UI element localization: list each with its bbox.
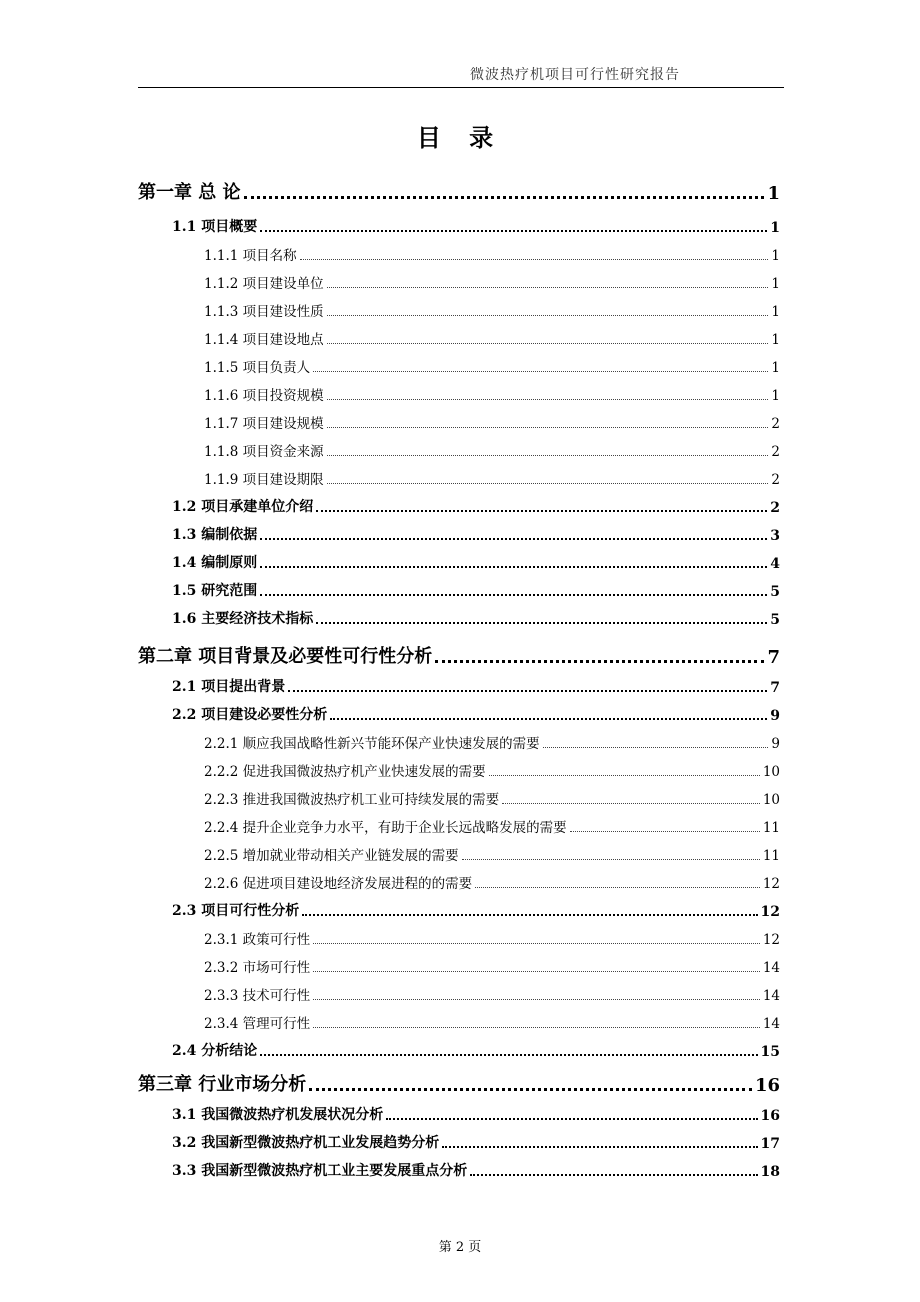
toc-entry[interactable] (172, 1038, 780, 1060)
toc-entry[interactable] (172, 1102, 780, 1124)
toc-entry-page: 12 (762, 876, 780, 892)
toc-entry-label: 第三章 行业市场分析 (138, 1074, 307, 1095)
toc-entry-label: 2.3 项目可行性分析 (172, 903, 300, 919)
toc-dot-leader (260, 594, 767, 596)
toc-entry-label: 3.3 我国新型微波热疗机工业主要发展重点分析 (172, 1163, 468, 1179)
toc-entry-label: 1.1.4 项目建设地点 (204, 332, 324, 348)
toc-entry-label: 1.1.5 项目负责人 (204, 360, 311, 376)
toc-entry-label: 1.1.1 项目名称 (204, 248, 297, 264)
toc-entry-label: 2.4 分析结论 (172, 1043, 258, 1059)
toc-entry-page: 15 (760, 1044, 780, 1060)
toc-dot-leader (313, 1027, 760, 1028)
toc-dot-leader (475, 887, 760, 888)
toc-entry-label: 2.3.4 管理可行性 (204, 1016, 311, 1032)
toc-dot-leader (313, 971, 760, 972)
toc-entry-page: 16 (760, 1108, 780, 1124)
toc-entry[interactable] (172, 674, 780, 696)
toc-entry[interactable] (204, 786, 780, 808)
toc-entry[interactable] (204, 410, 780, 432)
toc-dot-leader (442, 1146, 757, 1148)
toc-entry[interactable] (172, 214, 780, 236)
toc-entry[interactable] (204, 842, 780, 864)
toc-entry-label: 1.1 项目概要 (172, 219, 258, 235)
toc-dot-leader (327, 455, 769, 456)
toc-entry-page: 14 (762, 960, 780, 976)
toc-entry-page: 16 (754, 1075, 780, 1096)
toc-entry-page: 1 (771, 304, 780, 320)
toc-entry[interactable] (172, 522, 780, 544)
toc-entry[interactable] (172, 898, 780, 920)
toc-entry-label: 2.3.1 政策可行性 (204, 932, 311, 948)
running-header: 微波热疗机项目可行性研究报告 (470, 67, 680, 83)
toc-entry-label: 1.3 编制依据 (172, 527, 258, 543)
toc-dot-leader (313, 371, 768, 372)
toc-entry-page: 1 (771, 388, 780, 404)
toc-dot-leader (302, 914, 757, 916)
toc-entry-page: 3 (770, 528, 780, 544)
toc-entry-label: 第一章 总 论 (138, 182, 241, 203)
toc-entry-label: 2.3.2 市场可行性 (204, 960, 311, 976)
toc-entry-label: 2.2.6 促进项目建设地经济发展进程的的需要 (204, 876, 473, 892)
toc-entry[interactable] (138, 1074, 780, 1096)
toc-entry[interactable] (172, 1130, 780, 1152)
toc-entry-page: 2 (771, 472, 780, 488)
toc-entry-page: 14 (762, 1016, 780, 1032)
toc-entry-page: 9 (770, 708, 780, 724)
page-title: 目 录 (416, 123, 504, 152)
toc-entry-page: 17 (760, 1136, 780, 1152)
toc-dot-leader (316, 622, 767, 624)
toc-entry-label: 1.5 研究范围 (172, 583, 258, 599)
toc-entry-label: 1.6 主要经济技术指标 (172, 611, 314, 627)
toc-entry-page: 11 (762, 848, 780, 864)
toc-dot-leader (327, 427, 769, 428)
toc-entry-label: 1.1.8 项目资金来源 (204, 444, 324, 460)
toc-entry[interactable] (172, 702, 780, 724)
toc-dot-leader (327, 343, 769, 344)
toc-dot-leader (260, 1054, 757, 1056)
toc-entry[interactable] (204, 270, 780, 292)
toc-dot-leader (260, 538, 767, 540)
toc-entry-page: 1 (771, 360, 780, 376)
toc-entry-page: 12 (760, 904, 780, 920)
toc-entry[interactable] (204, 326, 780, 348)
toc-dot-leader (502, 803, 760, 804)
toc-entry-label: 1.1.9 项目建设期限 (204, 472, 324, 488)
toc-dot-leader (260, 566, 767, 568)
toc-entry-label: 2.2.5 增加就业带动相关产业链发展的需要 (204, 848, 459, 864)
toc-dot-leader (313, 943, 760, 944)
toc-entry-label: 2.2.3 推进我国微波热疗机工业可持续发展的需要 (204, 792, 500, 808)
toc-entry-page: 9 (771, 736, 780, 752)
toc-entry-page: 7 (767, 647, 780, 668)
toc-entry[interactable] (204, 382, 780, 404)
toc-entry-page: 12 (762, 932, 780, 948)
toc-entry-page: 1 (771, 332, 780, 348)
toc-dot-leader (260, 230, 767, 232)
toc-entry[interactable] (204, 242, 780, 264)
toc-entry-page: 2 (771, 444, 780, 460)
toc-entry[interactable] (204, 466, 780, 488)
toc-entry[interactable] (204, 730, 780, 752)
toc-entry-page: 1 (771, 276, 780, 292)
toc-entry[interactable] (172, 578, 780, 600)
toc-entry-page: 1 (770, 220, 780, 236)
toc-entry-label: 2.3.3 技术可行性 (204, 988, 311, 1004)
toc-entry-label: 1.1.3 项目建设性质 (204, 304, 324, 320)
page-number: 第 2 页 (438, 1240, 482, 1255)
toc-entry-page: 14 (762, 988, 780, 1004)
toc-entry[interactable] (204, 982, 780, 1004)
toc-entry[interactable] (204, 954, 780, 976)
toc-entry-label: 1.1.6 项目投资规模 (204, 388, 324, 404)
toc-dot-leader (300, 259, 769, 260)
toc-dot-leader (489, 775, 760, 776)
toc-entry-page: 5 (770, 584, 780, 600)
toc-dot-leader (327, 287, 769, 288)
toc-entry[interactable] (204, 870, 780, 892)
toc-dot-leader (570, 831, 760, 832)
toc-entry-label: 2.2.1 顺应我国战略性新兴节能环保产业快速发展的需要 (204, 736, 540, 752)
toc-entry[interactable] (172, 550, 780, 572)
toc-dot-leader (470, 1174, 757, 1176)
toc-dot-leader (435, 660, 764, 663)
toc-dot-leader (330, 718, 767, 720)
toc-entry-label: 2.2 项目建设必要性分析 (172, 707, 328, 723)
toc-entry[interactable] (138, 646, 780, 668)
toc-entry-page: 18 (760, 1164, 780, 1180)
toc-entry[interactable] (172, 494, 780, 516)
toc-entry-label: 3.2 我国新型微波热疗机工业发展趋势分析 (172, 1135, 440, 1151)
toc-entry[interactable] (138, 182, 780, 204)
toc-entry-page: 5 (770, 612, 780, 628)
toc-entry[interactable] (204, 1010, 780, 1032)
toc-entry-page: 7 (770, 680, 780, 696)
toc-entry-label: 2.2.2 促进我国微波热疗机产业快速发展的需要 (204, 764, 486, 780)
toc-dot-leader (327, 315, 769, 316)
toc-entry[interactable] (172, 606, 780, 628)
toc-dot-leader (327, 483, 769, 484)
header-rule (138, 87, 784, 88)
toc-dot-leader (313, 999, 760, 1000)
toc-entry-page: 1 (767, 183, 780, 204)
toc-entry-label: 3.1 我国微波热疗机发展状况分析 (172, 1107, 384, 1123)
toc-entry-label: 1.1.2 项目建设单位 (204, 276, 324, 292)
toc-entry-label: 1.2 项目承建单位介绍 (172, 499, 314, 515)
toc-entry[interactable] (204, 438, 780, 460)
toc-dot-leader (316, 510, 767, 512)
toc-entry[interactable] (204, 298, 780, 320)
toc-entry[interactable] (204, 758, 780, 780)
toc-entry-page: 1 (771, 248, 780, 264)
toc-entry[interactable] (204, 814, 780, 836)
toc-dot-leader (543, 747, 769, 748)
toc-entry-page: 2 (771, 416, 780, 432)
toc-entry-page: 10 (762, 792, 780, 808)
toc-entry-page: 10 (762, 764, 780, 780)
toc-entry-page: 2 (770, 500, 780, 516)
toc-entry[interactable] (204, 926, 780, 948)
toc-dot-leader (244, 196, 765, 199)
toc-entry[interactable] (204, 354, 780, 376)
toc-entry-label: 2.1 项目提出背景 (172, 679, 286, 695)
toc-entry-label: 2.2.4 提升企业竞争力水平，有助于企业长远战略发展的需要 (204, 820, 567, 836)
toc-dot-leader (309, 1088, 752, 1091)
toc-dot-leader (386, 1118, 757, 1120)
toc-entry-page: 4 (770, 556, 780, 572)
toc-dot-leader (462, 859, 760, 860)
toc-entry-label: 第二章 项目背景及必要性可行性分析 (138, 646, 433, 667)
toc-entry-label: 1.1.7 项目建设规模 (204, 416, 324, 432)
toc-dot-leader (327, 399, 769, 400)
toc-entry-label: 1.4 编制原则 (172, 555, 258, 571)
toc-entry-page: 11 (762, 820, 780, 836)
toc-dot-leader (288, 690, 767, 692)
toc-entry[interactable] (172, 1158, 780, 1180)
